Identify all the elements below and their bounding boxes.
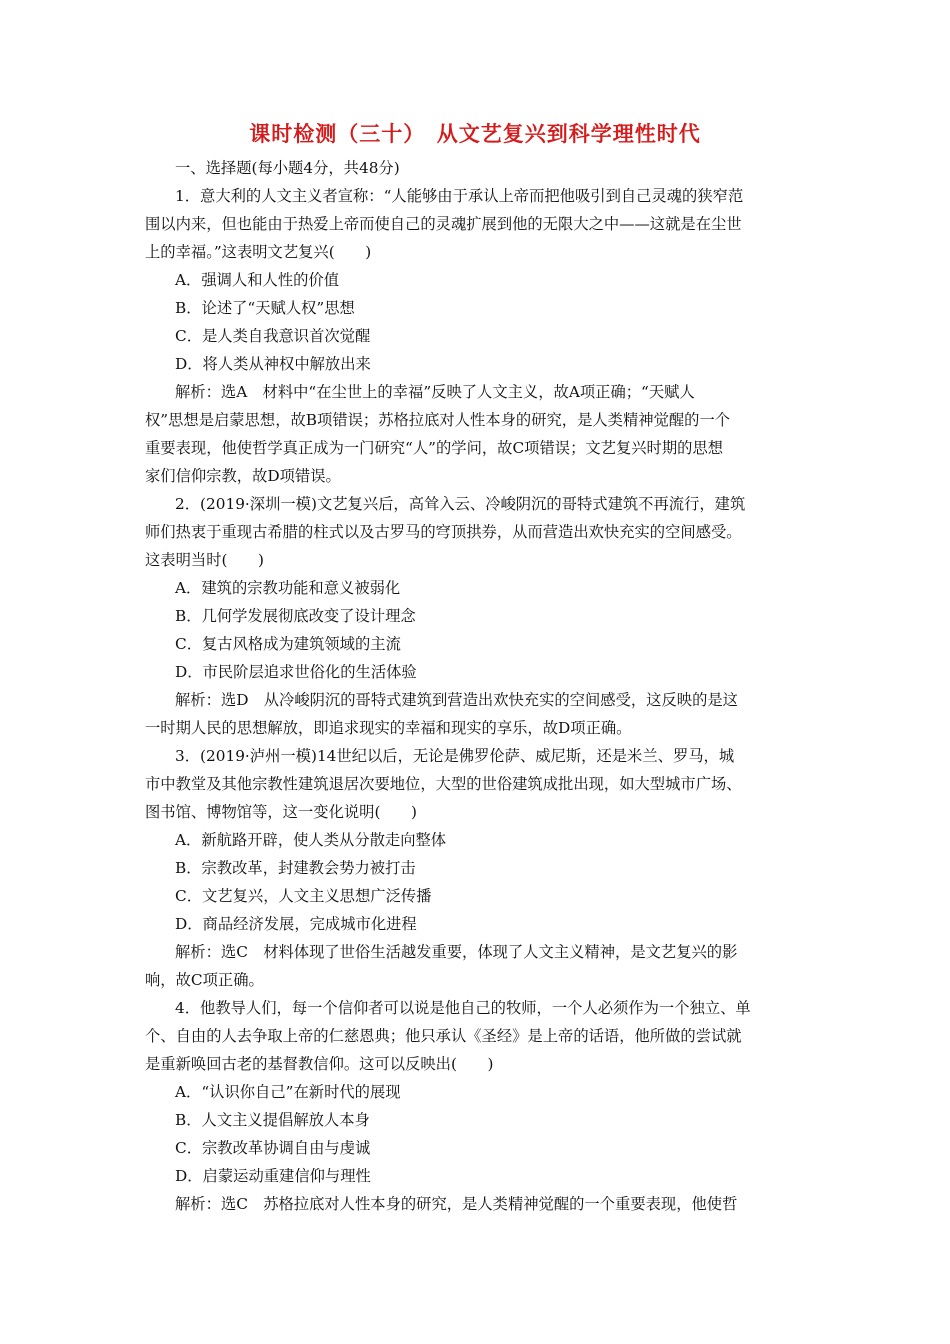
question-stem-line: 上的幸福。”这表明文艺复兴( ) [145,243,372,261]
option-a: A．新航路开辟，使人类从分散走向整体 [175,831,447,849]
option-b: B．人文主义提倡解放人本身 [175,1111,370,1129]
analysis-line: 解析：选C 苏格拉底对人性本身的研究，是人类精神觉醒的一个重要表现，他使哲 [175,1195,738,1213]
question-stem-line: 市中教堂及其他宗教性建筑退居次要地位，大型的世俗建筑成批出现，如大型城市广场、 [145,775,742,793]
question-1 [145,182,807,490]
analysis-line: 重要表现，他使哲学真正成为一门研究“人”的学问，故C项错误；文艺复兴时期的思想 [145,439,724,457]
document-body [145,154,807,1218]
option-c: C．是人类自我意识首次觉醒 [175,327,371,345]
analysis-line: 解析：选A 材料中“在尘世上的幸福”反映了人文主义，故A项正确；“天赋人 [175,383,695,401]
option-c: C．复古风格成为建筑领域的主流 [175,635,401,653]
question-stem-line: 2．(2019·深圳一模)文艺复兴后，高耸入云、冷峻阴沉的哥特式建筑不再流行，建筑 [175,495,746,513]
option-b: B．宗教改革，封建教会势力被打击 [175,859,416,877]
question-2 [145,490,807,742]
option-d: D．启蒙运动重建信仰与理性 [175,1167,371,1185]
document-title: 课时检测（三十） 从文艺复兴到科学理性时代 [249,122,701,146]
option-d: D．市民阶层追求世俗化的生活体验 [175,663,417,681]
analysis-line: 家们信仰宗教，故D项错误。 [145,467,341,485]
analysis-line: 解析：选C 材料体现了世俗生活越发重要，体现了人文主义精神，是文艺复兴的影 [175,943,738,961]
analysis-line: 权”思想是启蒙思想，故B项错误；苏格拉底对人性本身的研究，是人类精神觉醒的一个 [145,411,731,429]
option-a: A．强调人和人性的价值 [175,271,340,289]
question-stem-line: 3．(2019·泸州一模)14世纪以后，无论是佛罗伦萨、威尼斯，还是米兰、罗马，城 [175,747,735,765]
option-d: D．商品经济发展，完成城市化进程 [175,915,417,933]
option-a: A．“认识你自己”在新时代的展现 [175,1083,401,1101]
option-b: B．几何学发展彻底改变了设计理念 [175,607,416,625]
analysis-line: 一时期人民的思想解放，即追求现实的幸福和现实的享乐，故D项正确。 [145,719,632,737]
question-stem-line: 师们热衷于重现古希腊的柱式以及古罗马的穹顶拱券，从而营造出欢快充实的空间感受。 [145,523,742,541]
analysis-line: 响，故C项正确。 [145,971,264,989]
question-stem-line: 个、自由的人去争取上帝的仁慈恩典；他只承认《圣经》是上帝的话语，他所做的尝试就 [145,1027,742,1045]
option-c: C．宗教改革协调自由与虔诚 [175,1139,371,1157]
question-3 [145,742,807,994]
question-stem-line: 图书馆、博物馆等，这一变化说明( ) [145,803,417,821]
option-d: D．将人类从神权中解放出来 [175,355,371,373]
question-stem-line: 是重新唤回古老的基督教信仰。这可以反映出( ) [145,1055,494,1073]
section-heading: 一、选择题(每小题4分，共48分) [175,159,400,177]
question-stem-line: 这表明当时( ) [145,551,265,569]
option-a: A．建筑的宗教功能和意义被弱化 [175,579,401,597]
option-c: C．文艺复兴，人文主义思想广泛传播 [175,887,432,905]
question-stem-line: 4．他教导人们，每一个信仰者可以说是他自己的牧师，一个人必须作为一个独立、单 [175,999,751,1017]
analysis-line: 解析：选D 从冷峻阴沉的哥特式建筑到营造出欢快充实的空间感受，这反映的是这 [175,691,738,709]
question-stem-line: 1．意大利的人文主义者宣称：“人能够由于承认上帝而把他吸引到自己灵魂的狭窄范 [175,187,744,205]
question-4 [145,994,807,1218]
question-stem-line: 围以内来，但也能由于热爱上帝而使自己的灵魂扩展到他的无限大之中——这就是在尘世 [145,215,742,233]
option-b: B．论述了“天赋人权”思想 [175,299,355,317]
